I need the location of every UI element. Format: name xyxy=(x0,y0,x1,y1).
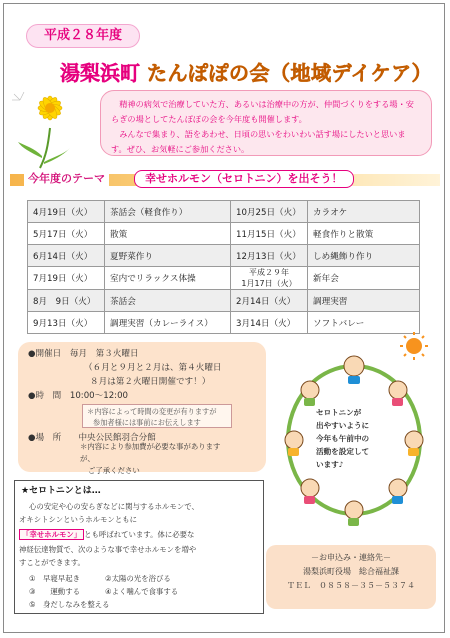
intro-paragraph-1: 精神の病気で治療していた方、あるいは治療中の方が、仲間づくりをする場・安らぎの場としてたんぽぽの会を今年度も開催します。 xyxy=(111,99,414,124)
schedule-date: 5月17日（火） xyxy=(28,223,105,245)
dandelion-flower-icon xyxy=(18,96,70,168)
schedule-date: 3月14日（火） xyxy=(231,312,308,334)
schedule-activity: 新年会 xyxy=(308,267,420,290)
info-date-note: ８月は第２火曜日開催です！） xyxy=(90,377,211,387)
schedule-date xyxy=(231,267,308,290)
title-town: 湯梨浜町 xyxy=(60,61,140,85)
schedule-activity: しめ縄飾り作り xyxy=(308,245,420,267)
caption-line: セロトニンが xyxy=(316,408,362,417)
intro-paragraph-2: みんなで集まり、語をあわせ、日頃の思いをわいわい話す場にしたいと思います。ぜひ、お気軽にご参加ください。 xyxy=(111,129,406,154)
schedule-activity: カラオケ xyxy=(308,201,420,223)
schedule-date: 11月15日（火） xyxy=(231,223,308,245)
schedule-date: 4月19日（火） xyxy=(28,201,105,223)
table-row xyxy=(28,267,420,290)
schedule-date: 6月14日（火） xyxy=(28,245,105,267)
schedule-activity: 室内でリラックス体操 xyxy=(105,267,231,290)
theme-bar xyxy=(10,170,440,188)
schedule-activity: 軽食作りと散策 xyxy=(308,223,420,245)
serotonin-text: 神経伝達物質で、次のような事で幸せホルモンを増や xyxy=(19,545,197,554)
schedule-table xyxy=(27,200,420,334)
table-row xyxy=(28,245,420,267)
schedule-activity: 茶話会（軽食作り） xyxy=(105,201,231,223)
dandelion-seed-icon xyxy=(12,92,24,100)
schedule-activity: 調理実習 xyxy=(308,290,420,312)
fee-note-line: ご了承ください xyxy=(88,466,140,475)
fee-note xyxy=(80,441,230,475)
serotonin-info-box xyxy=(14,480,264,614)
schedule-date-year: 平成２９年 xyxy=(249,268,289,277)
schedule-date-day: 1月17日（火） xyxy=(241,279,297,288)
happy-hormone-highlight: 「幸せホルモン」 xyxy=(19,529,84,540)
serotonin-text: 心の安定や心の安らぎなどに関与するホルモンで、 xyxy=(29,502,199,511)
info-time: ●時 間 10:00～12:00 xyxy=(28,391,128,401)
dandelion-illustration xyxy=(10,86,94,170)
time-note-box xyxy=(82,404,232,428)
page-title xyxy=(60,58,433,88)
schedule-activity: 茶話会 xyxy=(105,290,231,312)
contact-tel: ＴＥＬ ０８５８－３５－５３７４ xyxy=(287,581,415,590)
schedule-date: 7月19日（火） xyxy=(28,267,105,290)
schedule-date: 10月25日（火） xyxy=(231,201,308,223)
info-date: ●開催日 毎月 第３火曜日 xyxy=(28,349,139,359)
serotonin-tip: ②太陽の光を浴びる xyxy=(105,574,171,583)
schedule-date: 8月 9日（火） xyxy=(28,290,105,312)
contact-org: 湯梨浜町役場 総合福祉課 xyxy=(303,567,399,576)
serotonin-text: すことができます。 xyxy=(19,558,85,567)
schedule-date: 2月14日（火） xyxy=(231,290,308,312)
serotonin-text: オキシトシンというホルモンともに xyxy=(19,515,137,524)
time-note-line: ＊内容によって時間の変更が有りますが xyxy=(87,407,217,416)
schedule-activity: 調理実習（カレーライス） xyxy=(105,312,231,334)
intro-box xyxy=(100,90,432,156)
contact-box xyxy=(266,545,436,609)
table-row xyxy=(28,290,420,312)
caption-line: 活動を設定して xyxy=(316,447,370,456)
caption-line: 出やすいように xyxy=(316,421,370,430)
info-date-note: （６月と９月と２月は、第４火曜日 xyxy=(84,363,222,373)
schedule-date: 9月13日（火） xyxy=(28,312,105,334)
table-row xyxy=(28,312,420,334)
fee-note-line: ＊内容により参加費が必要な事がありますが、 xyxy=(80,442,221,463)
time-note-line: 参加者様には事前にお伝えします xyxy=(93,418,201,427)
caption-line: 今年も午前中の xyxy=(316,434,370,443)
serotonin-tip: ③ 運動する xyxy=(29,587,80,596)
info-place: ●場 所 中央公民館羽合分館 xyxy=(28,433,156,443)
schedule-activity: 散策 xyxy=(105,223,231,245)
serotonin-tip: ⑤ 身だしなみを整える xyxy=(29,600,110,609)
table-row xyxy=(28,223,420,245)
serotonin-tip: ④よく噛んで食事する xyxy=(105,587,179,596)
caption-line: います♪ xyxy=(316,460,344,469)
contact-title: －お申込み・連絡先－ xyxy=(311,553,391,562)
schedule-activity: ソフトバレー xyxy=(308,312,420,334)
serotonin-heading: ★セロトニンとは… xyxy=(21,486,101,496)
theme-label: 今年度のテーマ xyxy=(24,170,109,188)
schedule-activity: 夏野菜作り xyxy=(105,245,231,267)
serotonin-text-row xyxy=(19,529,194,541)
serotonin-text: とも呼ばれています。体に必要な xyxy=(84,530,195,539)
theme-value: 幸せホルモン（セロトニン）を出そう！ xyxy=(134,170,354,188)
table-row xyxy=(28,201,420,223)
circle-caption xyxy=(316,406,392,471)
schedule-date: 12月13日（火） xyxy=(231,245,308,267)
serotonin-tip: ① 早寝早起き xyxy=(29,574,80,583)
year-badge: 平成２８年度 xyxy=(26,24,140,48)
title-club-name: たんぽぽの会（地域デイケア） xyxy=(146,61,433,85)
sun-icon xyxy=(400,332,428,360)
